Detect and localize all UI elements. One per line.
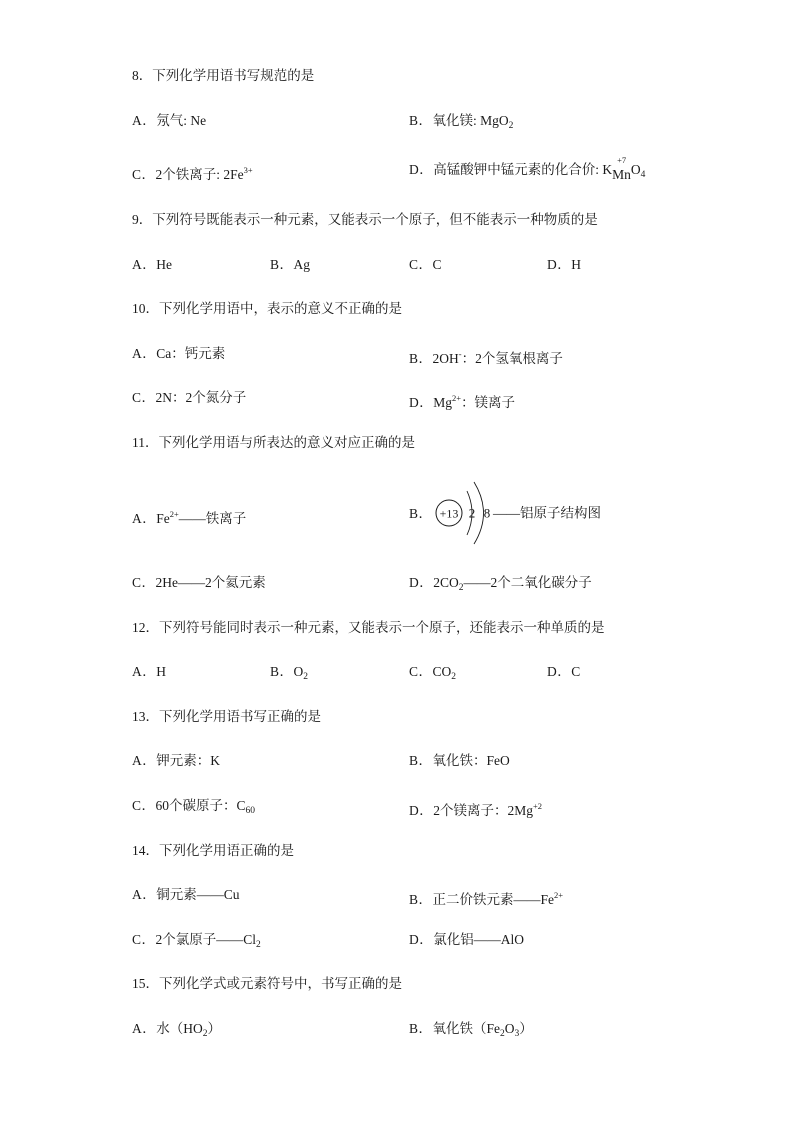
question-14-stem: 14．下列化学用语正确的是 <box>132 843 294 858</box>
question-9-stem: 9．下列符号既能表示一种元素，又能表示一个原子，但不能表示一种物质的是 <box>132 212 598 227</box>
nucleus-charge: +13 <box>439 506 459 521</box>
option-b[interactable]: B．氧化铁：FeO <box>409 753 510 768</box>
option-d[interactable]: D．H <box>547 257 581 272</box>
option-c[interactable]: C．2N：2个氮分子 <box>132 390 247 405</box>
question-15-stem: 15．下列化学式或元素符号中，书写正确的是 <box>132 976 402 991</box>
option-b[interactable]: B． <box>409 506 433 521</box>
question-11-row1 <box>0 502 794 526</box>
question-12-stem: 12．下列符号能同时表示一种元素，又能表示一个原子，还能表示一种单质的是 <box>132 620 605 635</box>
option-d[interactable]: D．C <box>547 664 581 679</box>
aluminum-atom-structure-diagram <box>431 477 601 549</box>
option-d[interactable]: D．2个镁离子：$2Mg^{+2}$ <box>409 801 543 818</box>
question-12-options <box>0 660 794 684</box>
option-a[interactable]: A．水$(HO_2)$ <box>132 1021 221 1039</box>
option-b[interactable]: B．2OH-：2个氢氧根离子 <box>409 349 563 366</box>
option-c[interactable]: C．2个铁离子: $2Fe^{3+}$ <box>132 165 253 182</box>
option-d[interactable]: D．氯化铝——AlO <box>409 932 524 947</box>
option-d[interactable]: D．$Mg^{2+}$：镁离子 <box>409 393 516 410</box>
question-14-row1 <box>0 883 794 907</box>
question-11-stem: 11．下列化学用语与所表达的意义对应正确的是 <box>132 435 415 450</box>
option-d[interactable]: D．$2CO_2——2$个二氧化碳分子 <box>409 575 592 593</box>
option-a[interactable]: A．氖气: Ne <box>132 113 207 128</box>
option-c[interactable]: C．$CO_2$ <box>409 664 457 682</box>
oxidation-state-mn: +7 Mn <box>612 155 631 182</box>
option-c[interactable]: C．C <box>409 257 442 272</box>
option-b[interactable]: B．正二价铁元素$——Fe^{2+}$ <box>409 890 564 907</box>
option-a[interactable]: A．铜元素——Cu <box>132 887 240 902</box>
option-a[interactable]: A．He <box>132 257 172 272</box>
question-13-stem: 13．下列化学用语书写正确的是 <box>132 709 321 724</box>
shell-2-electrons: 8 <box>483 505 491 521</box>
option-b[interactable]: B．氧化铁$(Fe_2O_3)$ <box>409 1021 533 1039</box>
option-a[interactable]: A．H <box>132 664 166 679</box>
question-14-row2 <box>0 928 794 952</box>
option-a[interactable]: A．$Fe^{2+}——$铁离子 <box>132 509 247 526</box>
question-8-stem: 8．下列化学用语书写规范的是 <box>132 68 315 83</box>
diagram-caption: ——铝原子结构图 <box>493 505 601 521</box>
question-10-row1 <box>0 342 794 366</box>
question-13-row2 <box>0 794 794 818</box>
option-b[interactable]: B．$O_2$ <box>270 664 309 682</box>
option-c[interactable]: C．2个氯原子$——Cl_2$ <box>132 932 261 950</box>
option-b[interactable]: B．氧化镁: MgO$_2$ <box>409 113 514 131</box>
question-10-row2 <box>0 386 794 410</box>
question-9-options <box>0 253 794 277</box>
question-10-stem: 10．下列化学用语中，表示的意义不正确的是 <box>132 301 402 316</box>
option-c[interactable]: C．2He——2个氦元素 <box>132 575 266 590</box>
option-b[interactable]: B．Ag <box>270 257 311 272</box>
question-8-row2 <box>0 155 794 182</box>
question-15-row1 <box>0 1017 794 1041</box>
option-d[interactable]: D．高锰酸钾中锰元素的化合价: K +7 MnO$_4$ <box>409 158 645 187</box>
electron-shell-2 <box>474 482 484 544</box>
option-c[interactable]: C．60个碳原子：$C_{60}$ <box>132 798 256 816</box>
question-11-row2 <box>0 571 794 595</box>
option-a[interactable]: A．Ca：钙元素 <box>132 346 226 361</box>
shell-1-electrons: 2 <box>468 505 476 521</box>
option-a[interactable]: A．钾元素：K <box>132 753 220 768</box>
question-13-row1 <box>0 749 794 773</box>
question-8-row1 <box>0 109 794 133</box>
